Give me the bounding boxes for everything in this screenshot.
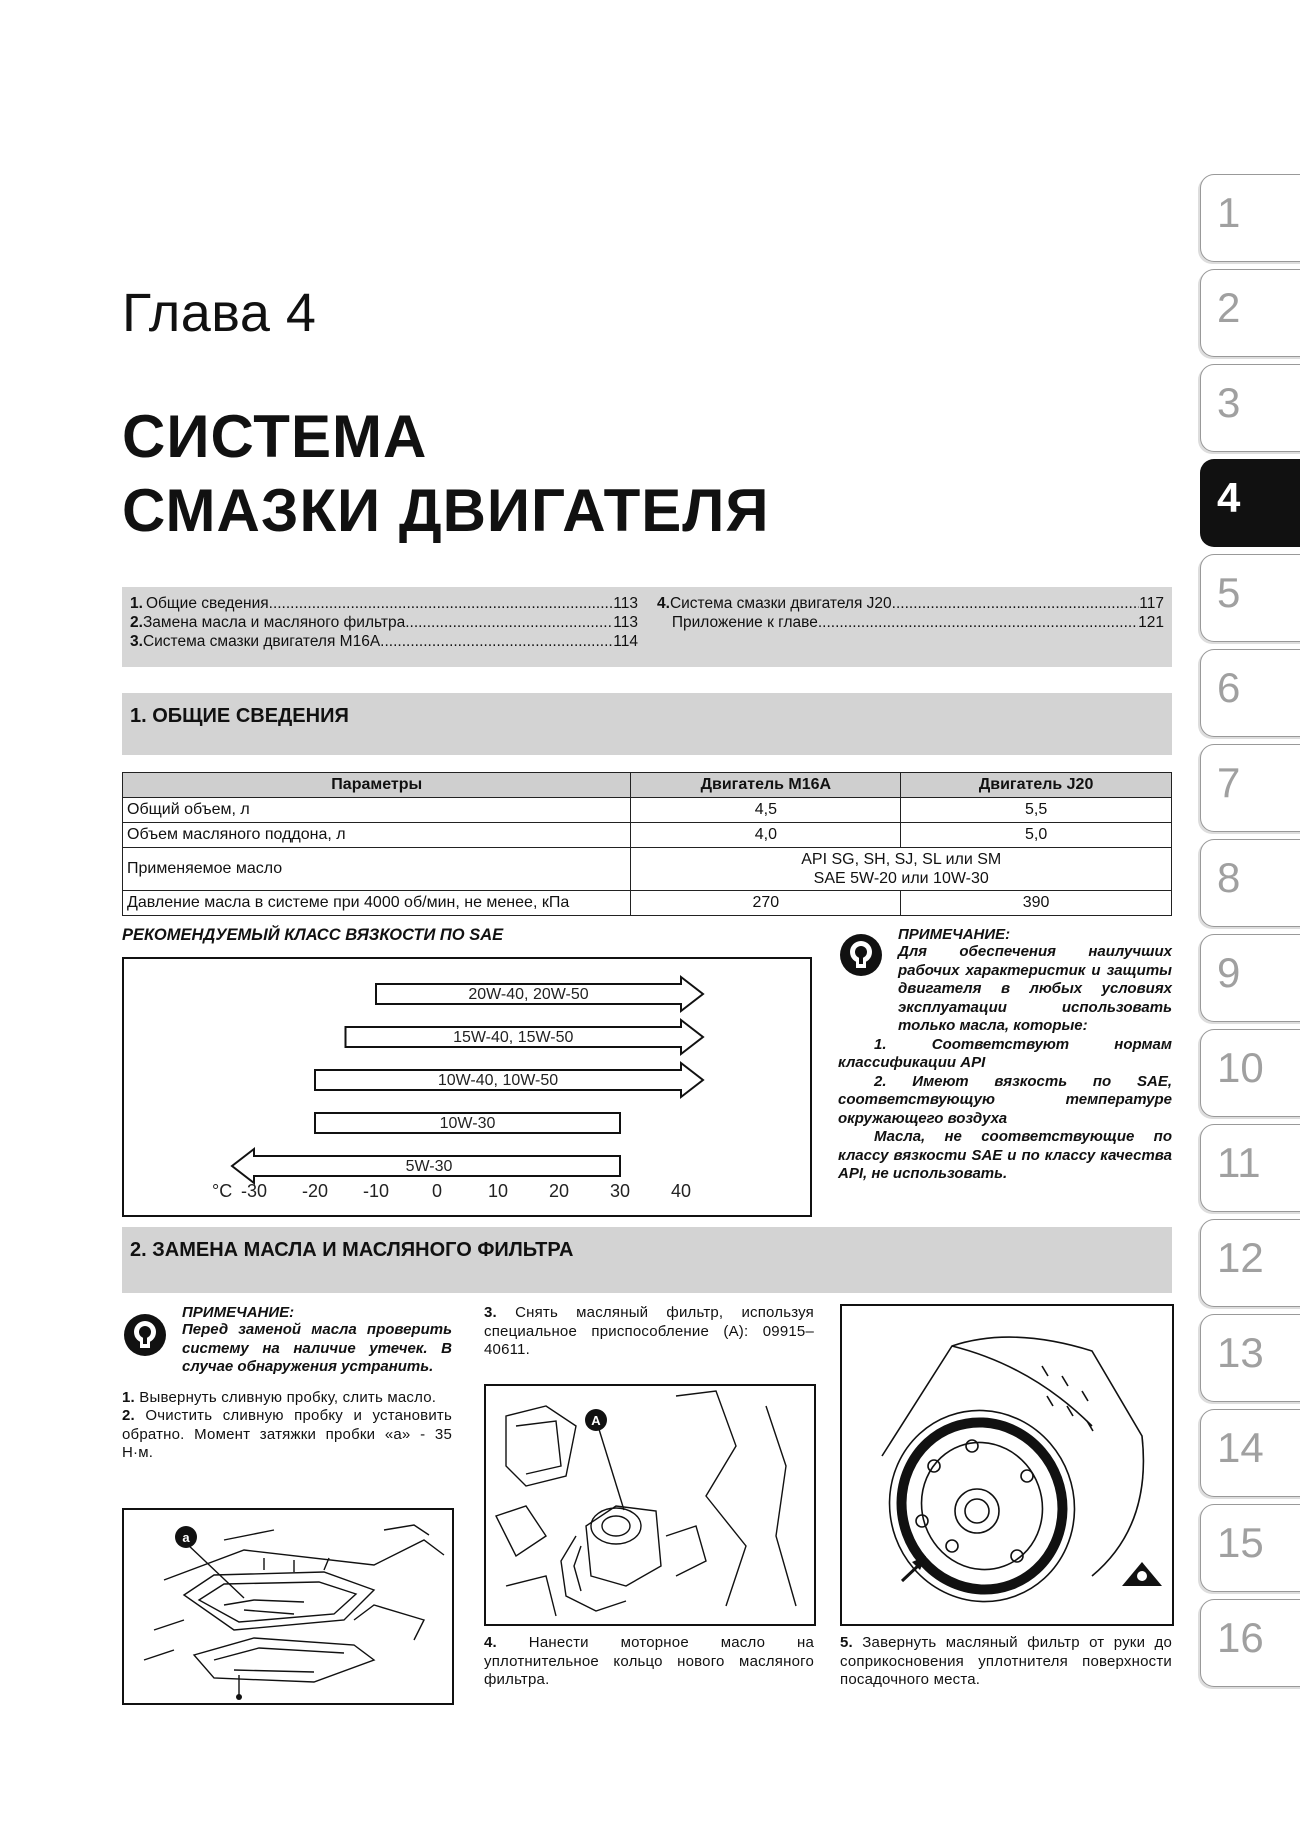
chapter-label: Глава 4 bbox=[122, 283, 317, 343]
note-intro: Для обеспечения наилучших рабочих характеристик и защиты двигателя в любых условиях эксплуатации использовать только масла, которые: bbox=[898, 943, 1172, 1034]
chapter-title bbox=[122, 400, 770, 548]
table-cell: Применяемое масло bbox=[123, 848, 631, 891]
step-1: 1. Вывернуть сливную пробку, слить масло. bbox=[122, 1388, 437, 1406]
axis-tick-label: 20 bbox=[548, 1181, 570, 1201]
sae-range-label: 10W-30 bbox=[439, 1115, 496, 1132]
tab-14[interactable]: 14 bbox=[1200, 1409, 1300, 1497]
tab-9[interactable]: 9 bbox=[1200, 934, 1300, 1022]
axis-tick-label: -10 bbox=[362, 1181, 390, 1201]
tab-8[interactable]: 8 bbox=[1200, 839, 1300, 927]
table-cell: 390 bbox=[901, 891, 1172, 916]
figure-label-a-tool: A bbox=[591, 1413, 601, 1428]
tab-2[interactable]: 2 bbox=[1200, 269, 1300, 357]
note-item: 2. Имеют вязкость по SAE, соответствующую температуре окружающего воздуха bbox=[838, 1072, 1172, 1127]
note-leak-check: Перед заменой масла проверить систему на наличие утечек. В случае обнаружения устранить. bbox=[182, 1321, 452, 1375]
tab-13[interactable]: 13 bbox=[1200, 1314, 1300, 1402]
tab-16[interactable]: 16 bbox=[1200, 1599, 1300, 1687]
sae-viscosity-chart bbox=[122, 957, 812, 1217]
chapter-title-line1: СИСТЕМА bbox=[122, 403, 428, 470]
toc-item[interactable]: 1. Общие сведения ..... 113 bbox=[130, 595, 638, 613]
step-2: 2. Очистить сливную пробку и установить обратно. Момент затяжки пробки «a» - 35 Н·м. bbox=[122, 1407, 453, 1461]
tab-6[interactable]: 6 bbox=[1200, 649, 1300, 737]
chapter-title-line2: СМАЗКИ ДВИГАТЕЛЯ bbox=[122, 477, 770, 544]
table-row bbox=[123, 823, 1172, 848]
axis-tick-label: -20 bbox=[301, 1181, 329, 1201]
tab-5[interactable]: 5 bbox=[1200, 554, 1300, 642]
column-2 bbox=[484, 1304, 814, 1360]
note-heading: ПРИМЕЧАНИЕ: bbox=[898, 926, 1011, 943]
section-title: 2. ЗАМЕНА МАСЛА И МАСЛЯНОГО ФИЛЬТРА bbox=[130, 1239, 574, 1261]
section-header-oil-change bbox=[122, 1227, 1172, 1293]
table-of-contents bbox=[122, 587, 1172, 667]
toc-item[interactable]: Приложение к главе ..... 121 bbox=[657, 614, 1164, 632]
tab-3[interactable]: 3 bbox=[1200, 364, 1300, 452]
sae-range-label: 5W-30 bbox=[405, 1158, 453, 1175]
step-5: 5. Завернуть масляный фильтр от руки до соприкосновения уплотнителя поверхности посадочного места. bbox=[840, 1634, 1172, 1688]
tab-11[interactable]: 11 bbox=[1200, 1124, 1300, 1212]
tab-10[interactable]: 10 bbox=[1200, 1029, 1300, 1117]
table-cell: Давление масла в системе при 4000 об/мин, не менее, кПа bbox=[123, 891, 631, 916]
table-cell: 4,0 bbox=[631, 823, 901, 848]
axis-tick-label: 30 bbox=[609, 1181, 631, 1201]
sae-range-label: 15W-40, 15W-50 bbox=[453, 1029, 574, 1046]
table-header-row bbox=[123, 773, 1172, 798]
axis-tick-label: 0 bbox=[431, 1181, 443, 1201]
axis-tick-label: 40 bbox=[670, 1181, 692, 1201]
sae-chart-svg bbox=[124, 959, 810, 1215]
tab-7[interactable]: 7 bbox=[1200, 744, 1300, 832]
table-cell: 4,5 bbox=[631, 798, 901, 823]
note-heading: ПРИМЕЧАНИЕ: bbox=[182, 1304, 295, 1321]
section-title: 1. ОБЩИЕ СВЕДЕНИЯ bbox=[130, 705, 349, 727]
sae-range-label: 20W-40, 20W-50 bbox=[468, 986, 589, 1003]
table-cell: 5,5 bbox=[901, 798, 1172, 823]
sae-range-label: 10W-40, 10W-50 bbox=[437, 1072, 559, 1089]
brand-logo-icon bbox=[1122, 1562, 1162, 1586]
sae-chart-title: РЕКОМЕНДУЕМЫЙ КЛАСС ВЯЗКОСТИ ПО SAE bbox=[122, 926, 504, 944]
filter-removal-drawing bbox=[486, 1386, 814, 1624]
table-cell: Объем масляного поддона, л bbox=[123, 823, 631, 848]
note-oil-requirements bbox=[838, 926, 1172, 1184]
step-3: 3. Снять масляный фильтр, используя специальное приспособление (A): 09915–40611. bbox=[484, 1304, 815, 1358]
parameters-table bbox=[122, 772, 1172, 916]
tab-4[interactable]: 4 bbox=[1200, 459, 1300, 547]
figure-oil-pan bbox=[122, 1508, 454, 1705]
section-header-general bbox=[122, 693, 1172, 755]
axis-tick-label: 10 bbox=[487, 1181, 509, 1201]
figure-oil-filter bbox=[840, 1304, 1174, 1626]
toc-item[interactable]: 3. Система смазки двигателя M16A ..... 114 bbox=[130, 633, 638, 651]
table-row bbox=[123, 891, 1172, 916]
oil-pan-drawing bbox=[124, 1510, 452, 1703]
table-row bbox=[123, 798, 1172, 823]
col-header: Двигатель J20 bbox=[901, 773, 1172, 798]
tab-12[interactable]: 12 bbox=[1200, 1219, 1300, 1307]
figure-filter-removal bbox=[484, 1384, 816, 1626]
table-cell: API SG, SH, SJ, SL или SM SAE 5W-20 или 10W-30 bbox=[631, 848, 1172, 891]
table-cell: 270 bbox=[631, 891, 901, 916]
note-warning: Масла, не соответствующие по классу вязкости SAE и по классу качества API, не использовать. bbox=[838, 1128, 1172, 1182]
lightbulb-icon bbox=[838, 932, 884, 978]
figure-label-a: a bbox=[182, 1530, 190, 1545]
axis-unit-label: °C bbox=[212, 1181, 233, 1201]
column-3-step-5 bbox=[840, 1634, 1172, 1690]
axis-tick-label: -30 bbox=[240, 1181, 268, 1201]
column-2-step-4 bbox=[484, 1634, 814, 1690]
oil-filter-drawing bbox=[842, 1306, 1172, 1624]
toc-item[interactable]: 2. Замена масла и масляного фильтра ..... 113 bbox=[130, 614, 638, 632]
tab-1[interactable]: 1 bbox=[1200, 174, 1300, 262]
table-cell: 5,0 bbox=[901, 823, 1172, 848]
table-row bbox=[123, 848, 1172, 891]
note-item: 1. Соответствуют нормам классификации API bbox=[838, 1035, 1172, 1071]
table-cell: Общий объем, л bbox=[123, 798, 631, 823]
lightbulb-icon bbox=[122, 1312, 168, 1358]
tab-15[interactable]: 15 bbox=[1200, 1504, 1300, 1592]
toc-item[interactable]: 4. Система смазки двигателя J20 ..... 117 bbox=[657, 595, 1164, 613]
col-header: Двигатель M16A bbox=[631, 773, 901, 798]
column-1 bbox=[122, 1304, 452, 1463]
step-4: 4. Нанести моторное масло на уплотнительное кольцо нового масляного фильтра. bbox=[484, 1634, 814, 1688]
col-header: Параметры bbox=[123, 773, 631, 798]
